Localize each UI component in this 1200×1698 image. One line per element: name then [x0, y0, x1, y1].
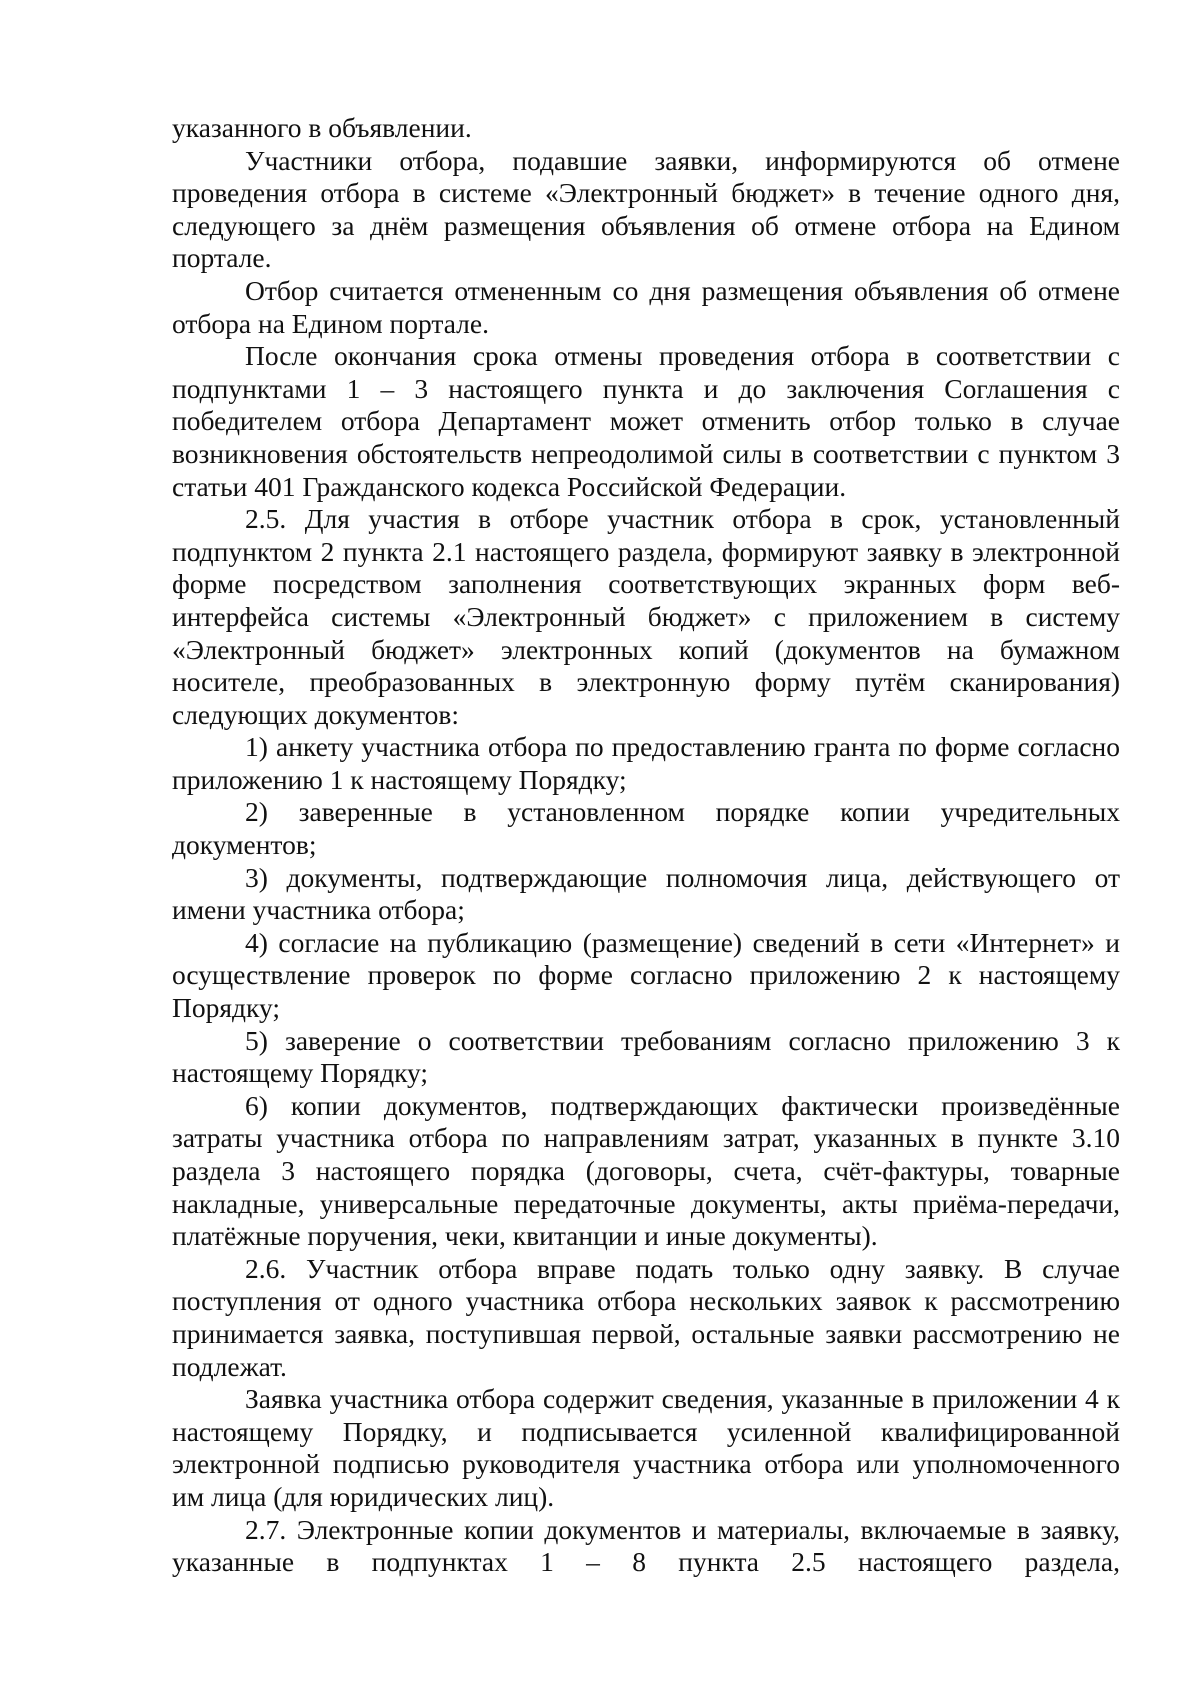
paragraph-8: 4) согласие на публикацию (размещение) сведений в сети «Интернет» и осуществление проверок по форме согласно приложению 2 к настоящему Порядку; [172, 926, 1120, 1024]
paragraph-3: После окончания срока отмены проведения отбора в соответствии с подпунктами 1 – 3 настоящего пункта и до заключения Соглашения с победителем отбора Департамент может отменить отбор только в случае возникновения обстоятельств непреодолимой силы в соответствии с пунктом 3 статьи 401 Гражданского кодекса Российской Федерации. [172, 340, 1120, 502]
paragraph-9: 5) заверение о соответствии требованиям согласно приложению 3 к настоящему Порядку; [172, 1024, 1120, 1089]
paragraph-0: указанного в объявлении. [172, 112, 472, 143]
paragraph-1: Участники отбора, подавшие заявки, информируются об отмене проведения отбора в системе «Электронный бюджет» в течение одного дня, следующего за днём размещения объявления об отмене отбора на Едином портале. [172, 144, 1120, 274]
paragraph-13: 2.7. Электронные копии документов и материалы, включаемые в заявку, указанные в подпунктах 1 – 8 пункта 2.5 настоящего раздела, [172, 1513, 1120, 1578]
paragraph-11: 2.6. Участник отбора вправе подать только одну заявку. В случае поступления от одного участника отбора нескольких заявок к рассмотрению принимается заявка, поступившая первой, остальные заявки рассмотрению не подлежат. [172, 1252, 1120, 1382]
paragraph-5: 1) анкету участника отбора по предоставлению гранта по форме согласно приложению 1 к настоящему Порядку; [172, 731, 1120, 795]
paragraph-7: 3) документы, подтверждающие полномочия лица, действующего от имени участника отбора; [172, 861, 1120, 926]
paragraph-6: 2) заверенные в установленном порядке копии учредительных документов; [172, 796, 1120, 861]
paragraph-2: Отбор считается отмененным со дня размещения объявления об отмене отбора на Едином портале. [172, 274, 1120, 339]
paragraph-4: 2.5. Для участия в отборе участник отбора в срок, установленный подпунктом 2 пункта 2.1 настоящего раздела, формируют заявку в электронной форме посредством заполнения соответствующих экранных форм веб-интерфейса системы «Электронный бюджет» с приложением в систему «Электронный бюджет» электронных копий (документов на бумажном носителе, преобразованных в электронную форму путём сканирования) следующих документов: [172, 503, 1120, 730]
document-page [172, 112, 1120, 1579]
paragraph-10: 6) копии документов, подтверждающих фактически произведённые затраты участника отбора по направлениям затрат, указанных в пункте 3.10 раздела 3 настоящего порядка (договоры, счета, счёт-фактуры, товарные накладные, универсальные передаточные документы, акты приёма-передачи, платёжные поручения, чеки, квитанции и иные документы). [172, 1089, 1120, 1252]
paragraph-12: Заявка участника отбора содержит сведения, указанные в приложении 4 к настоящему Порядку, и подписывается усиленной квалифицированной электронной подписью руководителя участника отбора или уполномоченного им лица (для юридических лиц). [172, 1383, 1120, 1512]
